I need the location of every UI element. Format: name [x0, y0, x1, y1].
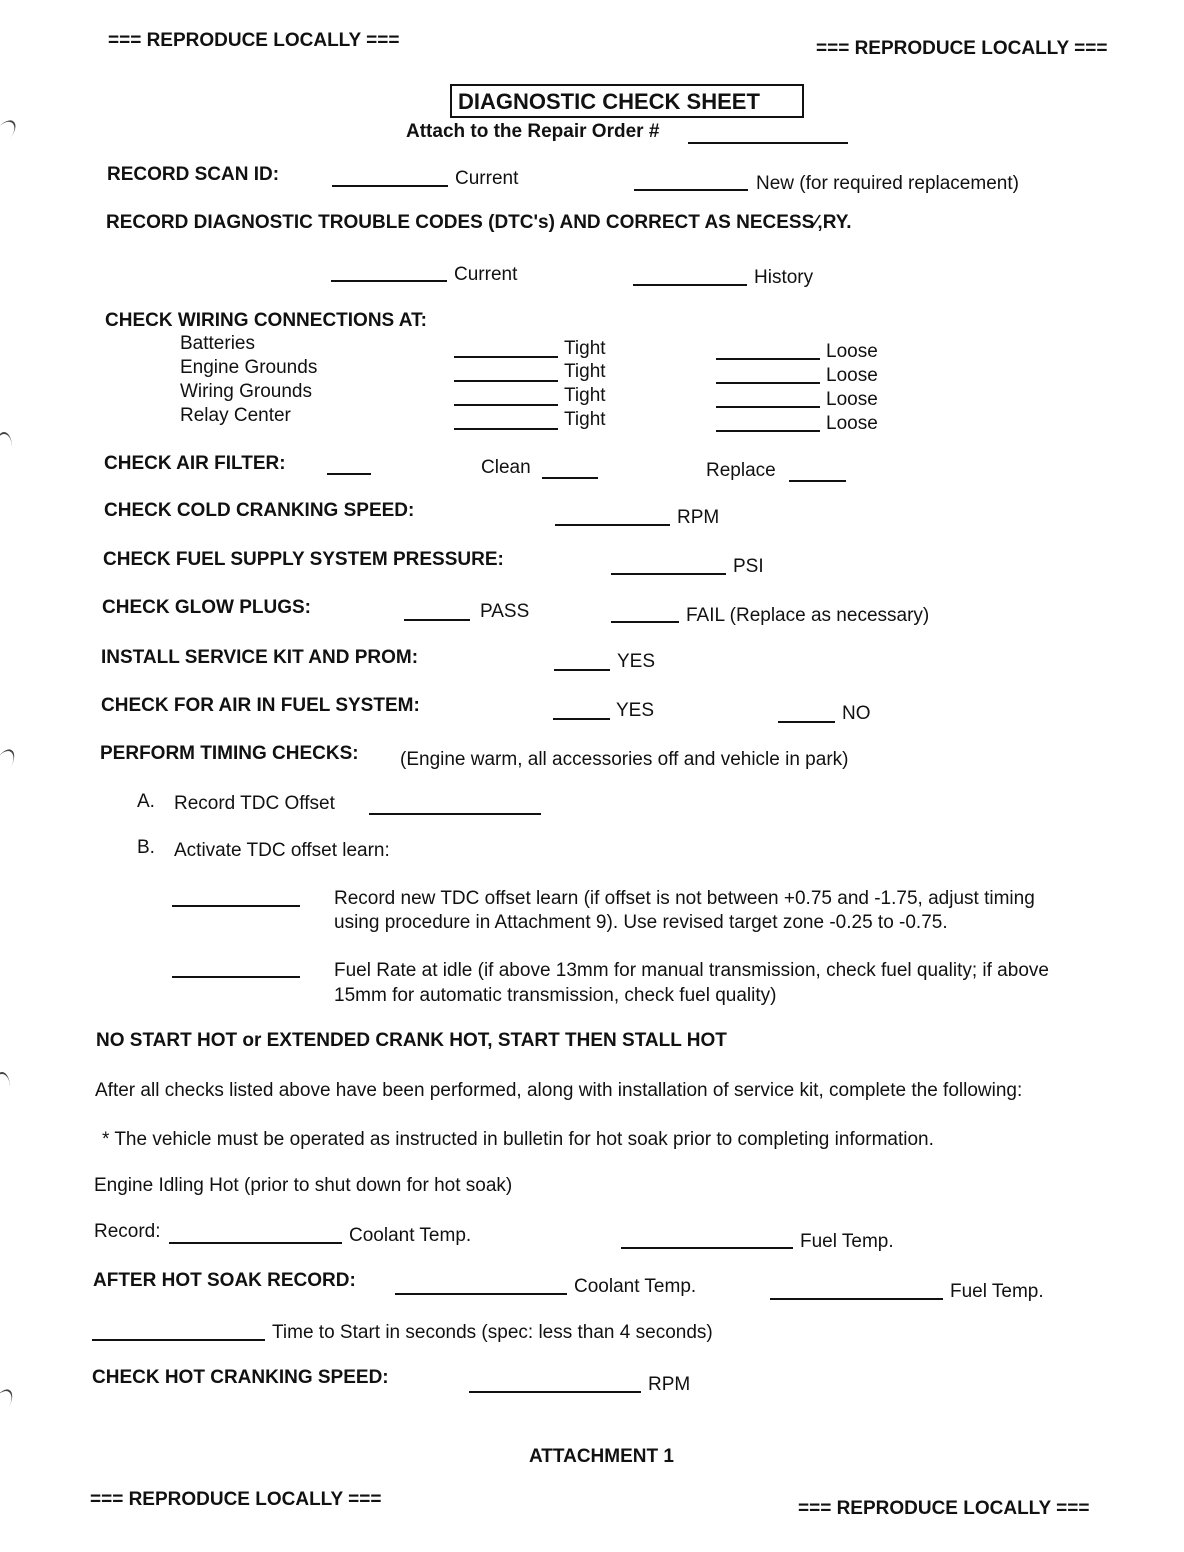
scan-mark	[0, 116, 20, 149]
scan-mark	[0, 746, 18, 780]
record-coolant-field[interactable]	[169, 1242, 342, 1244]
wiring-item: Wiring Grounds	[180, 381, 312, 402]
wiring-item: Engine Grounds	[180, 357, 318, 378]
attachment-label: ATTACHMENT 1	[529, 1446, 674, 1467]
after-soak-fuel-field[interactable]	[770, 1298, 943, 1300]
air-filter-clean-field[interactable]	[542, 477, 598, 479]
dtc-history-label: History	[754, 267, 814, 288]
wiring-tight-field[interactable]	[454, 428, 558, 430]
wiring-tight-field[interactable]	[454, 356, 558, 358]
air-filter-replace-field[interactable]	[789, 480, 846, 482]
scan-id-new-field[interactable]	[634, 189, 748, 191]
scan-id-current-label: Current	[455, 168, 519, 189]
glow-plugs-label: CHECK GLOW PLUGS:	[102, 597, 311, 618]
tdc-offset-field[interactable]	[369, 813, 541, 815]
fuel-rate-text-2: 15mm for automatic transmission, check fuel quality)	[334, 985, 777, 1006]
service-kit-yes-label: YES	[617, 651, 656, 672]
service-kit-label: INSTALL SERVICE KIT AND PROM:	[101, 647, 419, 668]
tdc-learn-text-2: using procedure in Attachment 9). Use revised target zone -0.25 to -0.75.	[334, 912, 948, 933]
after-soak-coolant-label: Coolant Temp.	[574, 1276, 697, 1297]
after-soak-coolant-field[interactable]	[395, 1293, 567, 1295]
timing-b-letter: B.	[137, 837, 155, 858]
wiring-loose-label: Loose	[826, 413, 878, 434]
wiring-loose-label: Loose	[826, 341, 878, 362]
hot-crank-label: CHECK HOT CRANKING SPEED:	[92, 1367, 389, 1388]
timing-note: (Engine warm, all accessories off and vehicle in park)	[400, 749, 849, 770]
air-fuel-yes-field[interactable]	[553, 718, 610, 720]
header-left: === REPRODUCE LOCALLY ===	[108, 30, 400, 51]
wiring-item: Relay Center	[180, 405, 291, 426]
cold-crank-unit: RPM	[677, 507, 720, 528]
scan-id-new-label: New (for required replacement)	[756, 173, 1019, 194]
dtc-current-field[interactable]	[331, 280, 447, 282]
scan-id-label: RECORD SCAN ID:	[107, 164, 280, 185]
wiring-tight-label: Tight	[564, 338, 606, 359]
wiring-label: CHECK WIRING CONNECTIONS AT:	[105, 310, 427, 331]
scan-mark	[0, 1386, 16, 1420]
vehicle-note: * The vehicle must be operated as instructed in bulletin for hot soak prior to completing information.	[102, 1129, 934, 1150]
air-filter-field[interactable]	[327, 473, 371, 475]
dtc-current-label: Current	[454, 264, 518, 285]
wiring-loose-field[interactable]	[716, 358, 820, 360]
idling-text: Engine Idling Hot (prior to shut down for hot soak)	[94, 1175, 513, 1196]
wiring-tight-field[interactable]	[454, 404, 558, 406]
header-right: === REPRODUCE LOCALLY ===	[816, 38, 1108, 59]
wiring-tight-label: Tight	[564, 385, 606, 406]
time-start-text: Time to Start in seconds (spec: less than 4 seconds)	[272, 1322, 713, 1343]
attach-label: Attach to the Repair Order #	[406, 121, 660, 142]
wiring-tight-label: Tight	[564, 361, 606, 382]
scan-mark	[0, 1072, 10, 1102]
timing-a-text: Record TDC Offset	[174, 793, 335, 814]
wiring-loose-field[interactable]	[716, 406, 820, 408]
air-fuel-no-field[interactable]	[778, 721, 835, 723]
dtc-history-field[interactable]	[633, 284, 747, 286]
glow-plugs-fail-field[interactable]	[611, 621, 679, 623]
after-soak-label: AFTER HOT SOAK RECORD:	[93, 1270, 356, 1291]
wiring-loose-label: Loose	[826, 365, 878, 386]
wiring-item: Batteries	[180, 333, 255, 354]
cold-crank-field[interactable]	[555, 524, 670, 526]
tdc-learn-field[interactable]	[172, 905, 300, 907]
dtc-label: RECORD DIAGNOSTIC TROUBLE CODES (DTC's) AND CORRECT AS NECESS∕‚RY.	[106, 212, 852, 233]
timing-a-letter: A.	[137, 791, 155, 812]
wiring-loose-field[interactable]	[716, 430, 820, 432]
record-fuel-label: Fuel Temp.	[800, 1231, 894, 1252]
after-checks-text: After all checks listed above have been performed, along with installation of service kit, complete the following:	[95, 1080, 1023, 1101]
glow-plugs-fail-label: FAIL (Replace as necessary)	[686, 605, 930, 626]
fuel-pressure-field[interactable]	[611, 573, 726, 575]
air-fuel-label: CHECK FOR AIR IN FUEL SYSTEM:	[101, 695, 420, 716]
air-filter-clean-label: Clean	[481, 457, 531, 478]
fuel-rate-text-1: Fuel Rate at idle (if above 13mm for manual transmission, check fuel quality; if above	[334, 960, 1049, 981]
hot-crank-unit: RPM	[648, 1374, 691, 1395]
service-kit-yes-field[interactable]	[554, 669, 610, 671]
glow-plugs-pass-field[interactable]	[404, 619, 470, 621]
wiring-tight-field[interactable]	[454, 380, 558, 382]
fuel-rate-field[interactable]	[172, 976, 300, 978]
fuel-pressure-unit: PSI	[733, 556, 764, 577]
scan-id-current-field[interactable]	[332, 185, 448, 187]
timing-b-text: Activate TDC offset learn:	[174, 840, 390, 861]
after-soak-fuel-label: Fuel Temp.	[950, 1281, 1044, 1302]
tdc-learn-text-1: Record new TDC offset learn (if offset is not between +0.75 and -1.75, adjust timing	[334, 888, 1035, 909]
timing-label: PERFORM TIMING CHECKS:	[100, 743, 359, 764]
cold-crank-label: CHECK COLD CRANKING SPEED:	[104, 500, 415, 521]
repair-order-field[interactable]	[688, 142, 848, 144]
record-label: Record:	[94, 1221, 161, 1242]
scan-mark	[0, 432, 12, 462]
wiring-loose-label: Loose	[826, 389, 878, 410]
wiring-tight-label: Tight	[564, 409, 606, 430]
air-fuel-yes-label: YES	[616, 700, 655, 721]
air-filter-replace-label: Replace	[706, 460, 776, 481]
glow-plugs-pass-label: PASS	[480, 601, 530, 622]
time-start-field[interactable]	[92, 1339, 265, 1341]
footer-right: === REPRODUCE LOCALLY ===	[798, 1498, 1090, 1519]
air-fuel-no-label: NO	[842, 703, 871, 724]
record-fuel-field[interactable]	[621, 1247, 793, 1249]
page-title: DIAGNOSTIC CHECK SHEET	[458, 89, 760, 114]
air-filter-label: CHECK AIR FILTER:	[104, 453, 286, 474]
footer-left: === REPRODUCE LOCALLY ===	[90, 1489, 382, 1510]
fuel-pressure-label: CHECK FUEL SUPPLY SYSTEM PRESSURE:	[103, 549, 504, 570]
no-start-label: NO START HOT or EXTENDED CRANK HOT, START THEN STALL HOT	[96, 1030, 727, 1051]
wiring-loose-field[interactable]	[716, 382, 820, 384]
record-coolant-label: Coolant Temp.	[349, 1225, 472, 1246]
hot-crank-field[interactable]	[469, 1391, 641, 1393]
